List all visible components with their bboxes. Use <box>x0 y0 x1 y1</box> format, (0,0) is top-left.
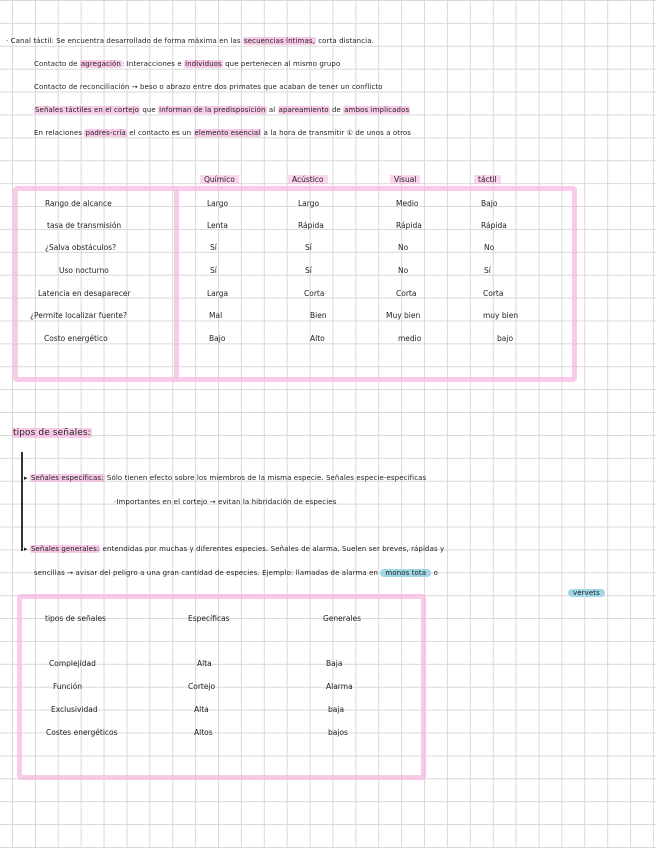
note-text: sencillas → avisar del peligro a una gran cantidad de especies. Ejemplo: llamadas de alarma en <box>34 569 379 577</box>
table1-cell: Bien <box>310 311 327 320</box>
bullet-generales-vervets <box>568 589 605 598</box>
note-text: Contacto de reconciliación → beso o abrazo entre dos primates que acaban de tener un conflicto <box>34 83 383 91</box>
table1-cell: Sí <box>305 266 312 275</box>
note-highlight-blue: vervets <box>568 589 605 597</box>
table1-cell: Sí <box>210 243 217 252</box>
table1-cell: Sí <box>484 266 491 275</box>
note-text: ·Importantes en el cortejo → evitan la hibridación de especies <box>114 498 337 506</box>
table1-cell: Mal <box>209 311 223 320</box>
table1-cell: No <box>484 243 495 252</box>
note-highlight: Señales táctiles en el cortejo <box>35 106 140 114</box>
table2-cell: bajos <box>328 728 348 737</box>
note-text: · Canal táctil: Se encuentra desarrollado de forma máxima en las <box>6 37 244 45</box>
table2-row-label: Función <box>53 682 82 691</box>
note-text: : Interacciones e <box>121 60 185 68</box>
table1-header: Acústico <box>288 175 328 184</box>
note-highlight: ambos implicados <box>344 106 410 114</box>
table1-cell: bajo <box>497 334 514 343</box>
table1-cell: muy bien <box>483 311 519 320</box>
note-highlight: individuos <box>185 60 222 68</box>
note-text: En relaciones <box>34 129 85 137</box>
note-text: entendidas por muchas y diferentes especies. Señales de alarma. Suelen ser breves, rápidas y <box>100 545 445 553</box>
table1-row-label: tasa de transmisión <box>47 221 122 230</box>
table1-cell: Corta <box>304 289 325 298</box>
table2-header: Generales <box>323 614 362 623</box>
table1-frame <box>13 186 577 382</box>
table2-cell: Cortejo <box>188 682 216 691</box>
table1-cell: Bajo <box>481 199 498 208</box>
table1-cell: Rápida <box>396 221 422 230</box>
table2-header: tipos de señales <box>45 614 106 623</box>
table1-row-label: ¿Salva obstáculos? <box>45 243 117 252</box>
table1-cell: Largo <box>207 199 229 208</box>
note-line-agregacion <box>34 60 340 69</box>
table1-row-label: Uso nocturno <box>59 266 109 275</box>
table1-cell: Sí <box>210 266 217 275</box>
note-text: corta distancia. <box>315 37 374 45</box>
table1-cell: No <box>398 266 409 275</box>
note-highlight: informan de la predisposición <box>159 106 266 114</box>
table2-cell: Alta <box>197 659 212 668</box>
section-title: tipos de señales: <box>13 428 91 438</box>
table1-cell: medio <box>398 334 422 343</box>
table1-cell: No <box>398 243 409 252</box>
note-highlight: secuencias íntimas, <box>244 37 315 45</box>
table1-row-label: Costo energético <box>44 334 108 343</box>
note-line-padres-cria <box>34 129 411 138</box>
table1-divider <box>174 190 179 378</box>
table1-cell: Largo <box>298 199 320 208</box>
note-line-cortejo <box>34 106 410 115</box>
note-highlight: padres-cría <box>85 129 126 137</box>
table1-cell: Sí <box>305 243 312 252</box>
note-text: de <box>329 106 344 114</box>
table2-row-label: Exclusividad <box>51 705 98 714</box>
table1-cell: Alto <box>310 334 325 343</box>
bullet-generales <box>24 545 444 554</box>
bullet-generales-cont <box>34 569 438 578</box>
table1-cell: Lenta <box>207 221 228 230</box>
table1-header: Visual <box>390 175 420 184</box>
note-line-reconciliacion <box>34 83 383 92</box>
table2-cell: Altos <box>194 728 213 737</box>
table2-row-label: Complejidad <box>49 659 96 668</box>
bullet-especificas <box>24 474 426 483</box>
note-text: Sólo tienen efecto sobre los miembros de la misma especie. Señales especie-específicas <box>104 474 427 482</box>
table1-cell: Medio <box>396 199 419 208</box>
note-text: que <box>140 106 159 114</box>
note-text: ① de unos a otros <box>346 129 412 137</box>
table2-header: Específicas <box>188 614 230 623</box>
note-highlight: elemento esencial <box>194 129 261 137</box>
note-highlight: agregación <box>80 60 121 68</box>
note-highlight: Señales generales: <box>30 545 100 553</box>
note-line-canal-tactil <box>6 37 374 46</box>
table1-row-label: Latencia en desaparecer <box>38 289 131 298</box>
table2-row-label: Costes energéticos <box>46 728 118 737</box>
table2-cell: Alarma <box>326 682 353 691</box>
table1-cell: Bajo <box>209 334 226 343</box>
note-text: al <box>266 106 278 114</box>
note-text: que pertenecen al mismo grupo <box>222 60 341 68</box>
note-highlight-blue: monos tota <box>380 569 431 577</box>
table1-cell: Rápida <box>298 221 324 230</box>
note-highlight: apareamiento <box>278 106 329 114</box>
arrow-icon: ▸ <box>24 545 30 553</box>
table1-cell: Muy bien <box>386 311 421 320</box>
table2-cell: Baja <box>326 659 343 668</box>
bracket-line <box>21 452 23 551</box>
table1-row-label: Rango de alcance <box>45 199 112 208</box>
table2-cell: baja <box>328 705 345 714</box>
table1-header: táctil <box>474 175 501 184</box>
bullet-especificas-sub <box>114 498 336 507</box>
table1-cell: Corta <box>483 289 504 298</box>
note-text: Contacto de <box>34 60 80 68</box>
note-text: a la hora de transmitir <box>261 129 347 137</box>
note-text: o <box>433 569 438 577</box>
arrow-icon: ▸ <box>24 474 30 482</box>
table1-header: Químico <box>200 175 239 184</box>
table2-cell: Alta <box>194 705 209 714</box>
table1-cell: Larga <box>207 289 229 298</box>
note-text: el contacto es un <box>126 129 194 137</box>
table1-cell: Corta <box>396 289 417 298</box>
table1-row-label: ¿Permite localizar fuente? <box>30 311 127 320</box>
note-highlight: Señales específicas: <box>30 474 104 482</box>
table1-cell: Rápida <box>481 221 507 230</box>
